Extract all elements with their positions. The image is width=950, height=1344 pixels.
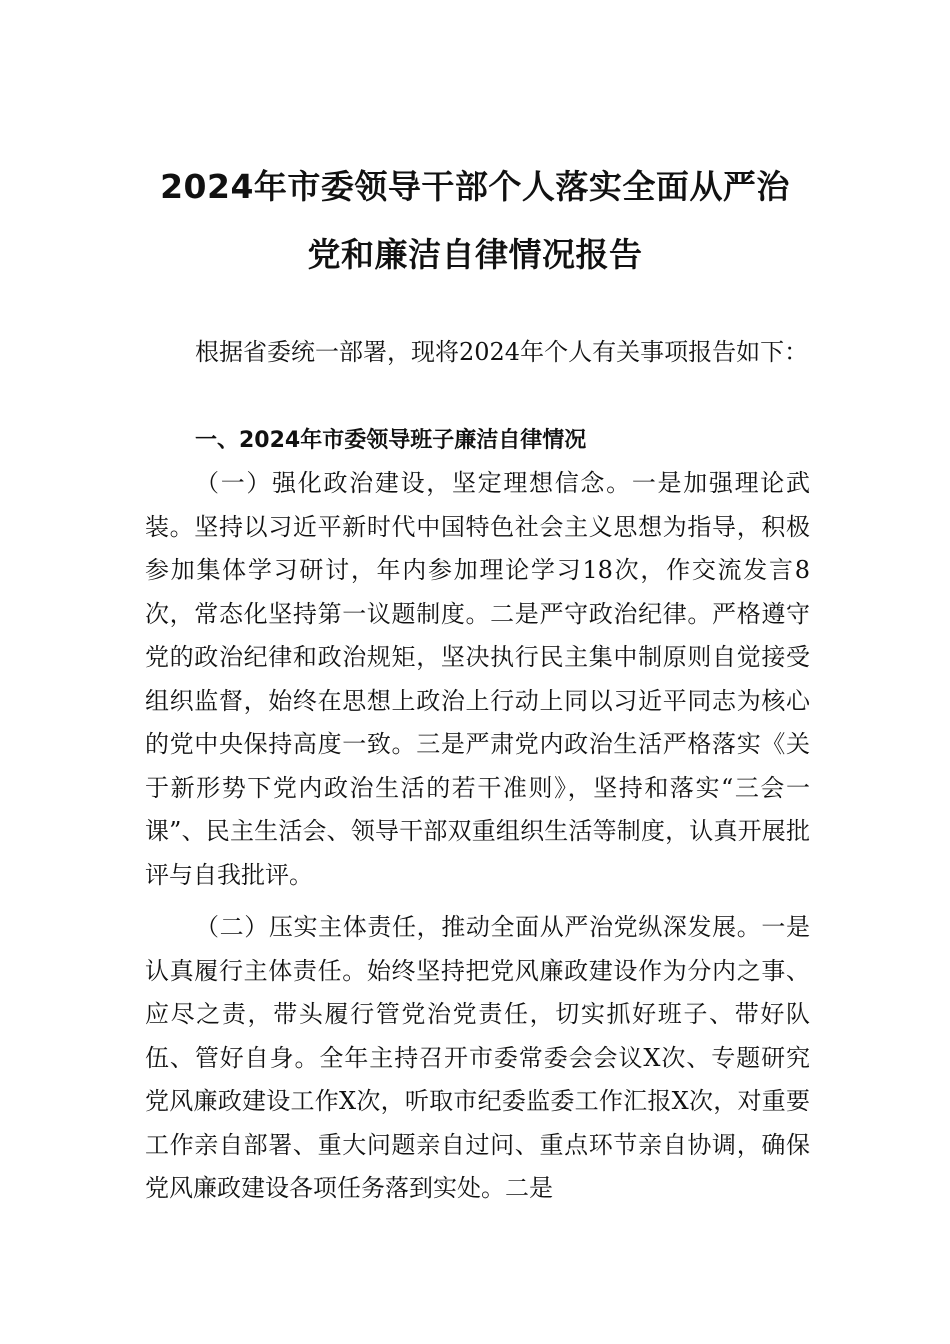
document-title-line-1: 2024年市委领导干部个人落实全面从严治 [160, 167, 790, 206]
paragraph-political-building: （一）强化政治建设，坚定理想信念。一是加强理论武装。坚持以习近平新时代中国特色社会主义思想为指导，积极参加集体学习研讨，年内参加理论学习18次，作交流发言8次，常态化坚持第一议题制度。二是严守政治纪律。严格遵守党的政治纪律和政治规矩，坚决执行民主集中制原则自觉接受组织监督，始终在思想上政治上行动上同以习近平同志为核心的党中央保持高度一致。三是严肃党内政治生活严格落实《关于新形势下党内政治生活的若干准则》，坚持和落实“三会一课”、民主生活会、领导干部双重组织生活等制度，认真开展批评与自我批评。 [145, 469, 810, 889]
document-title-line-2: 党和廉洁自律情况报告 [307, 235, 643, 274]
intro-paragraph: 根据省委统一部署，现将2024年个人有关事项报告如下： [195, 338, 809, 366]
section-heading: 一、2024年市委领导班子廉洁自律情况 [195, 428, 587, 453]
paragraph-main-responsibility: （二）压实主体责任，推动全面从严治党纵深发展。一是认真履行主体责任。始终坚持把党风廉政建设作为分内之事、应尽之责，带头履行管党治党责任，切实抓好班子、带好队伍、管好自身。全年主持召开市委常委会会议X次、专题研究党风廉政建设工作X次，听取市纪委监委工作汇报X次，对重要工作亲自部署、重大问题亲自过问、重点环节亲自协调，确保党风廉政建设各项任务落到实处。二是 [145, 913, 810, 1202]
